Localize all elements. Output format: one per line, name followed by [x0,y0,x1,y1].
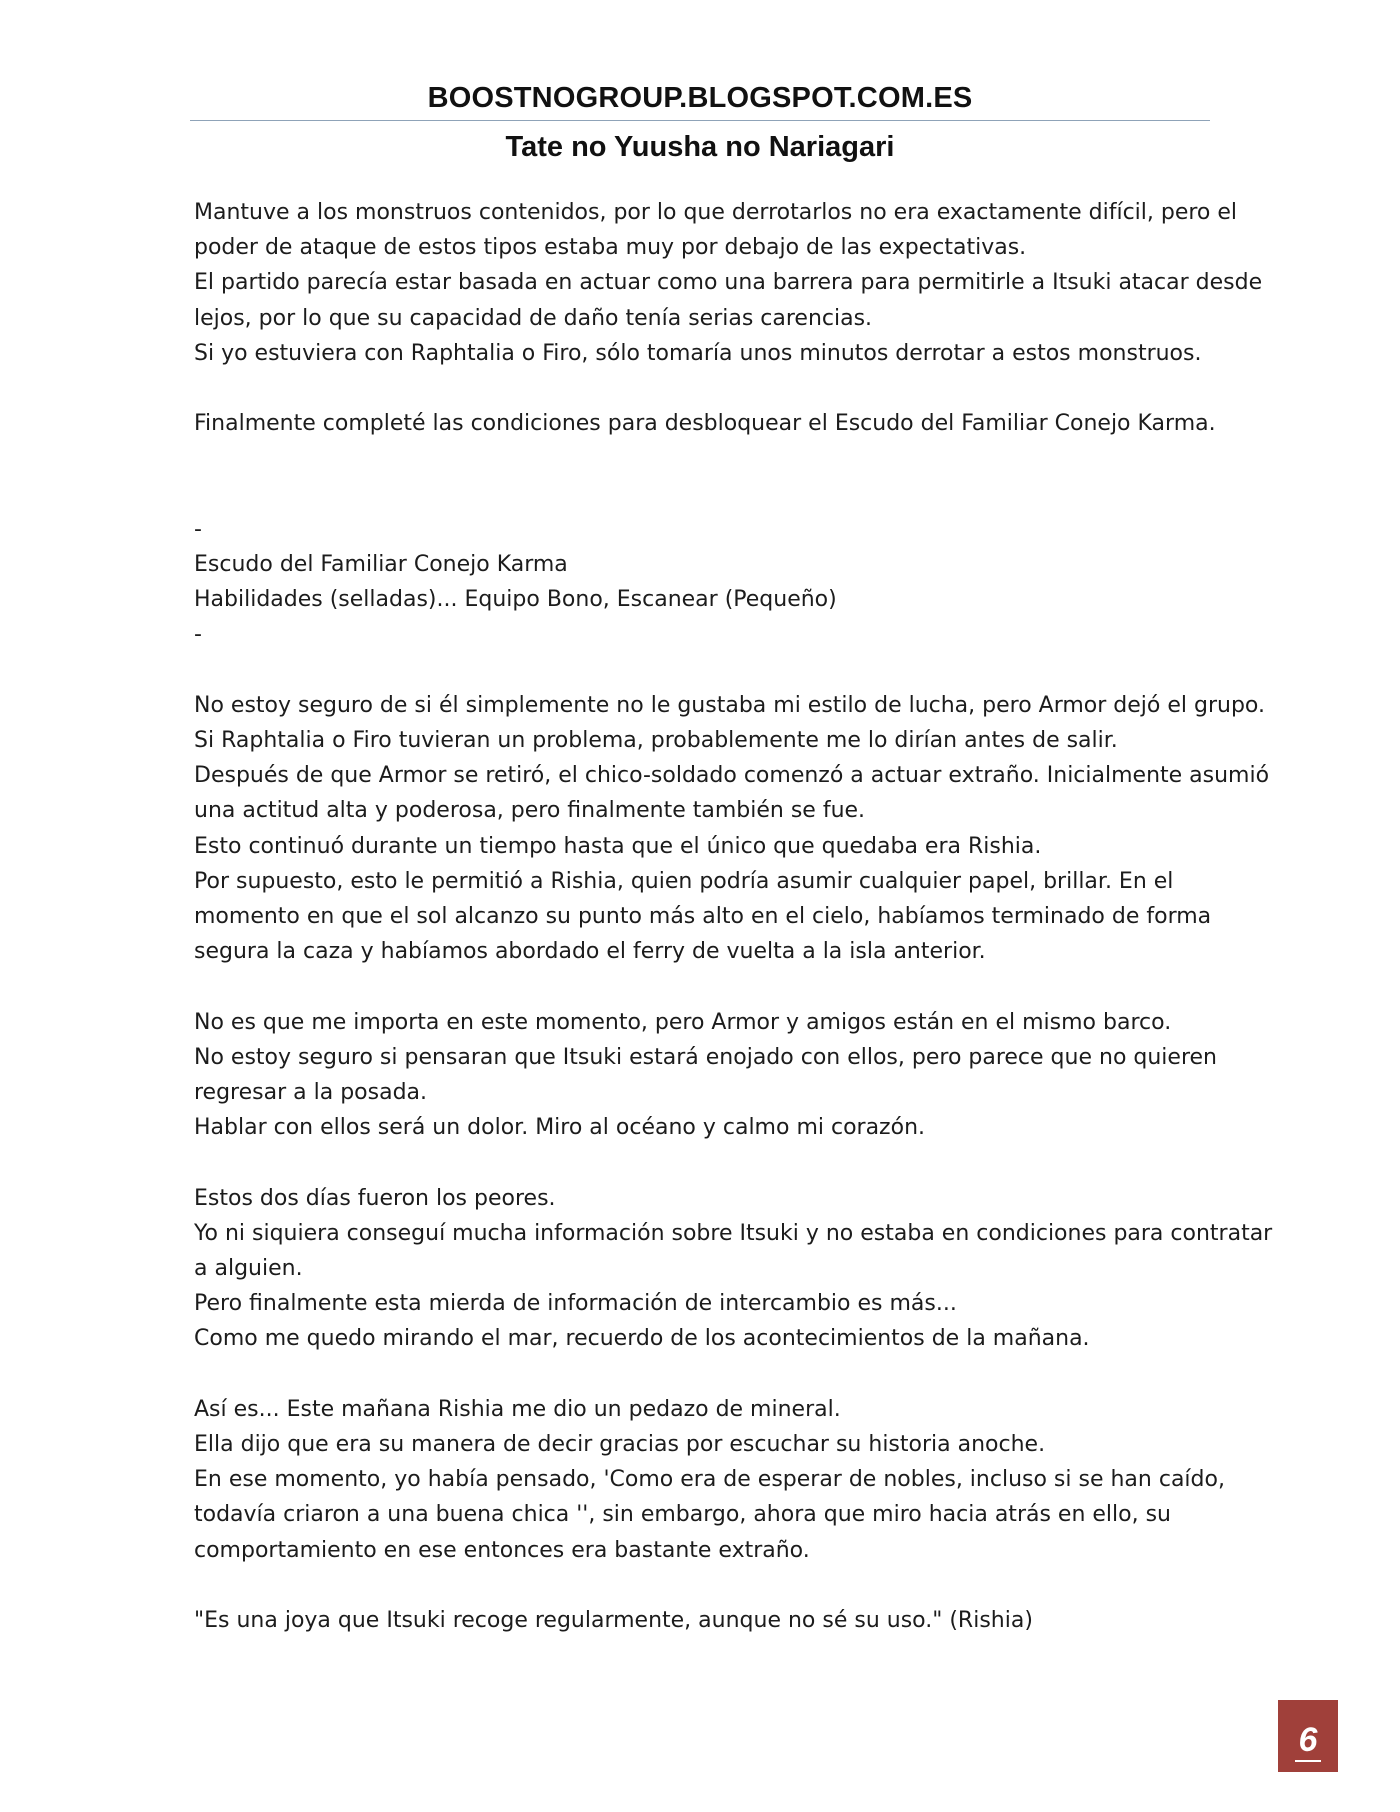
text-line: Hablar con ellos será un dolor. Miro al océano y calmo mi corazón. [194,1115,926,1141]
page-title: Tate no Yuusha no Nariagari [505,131,895,163]
text-line: Si Raphtalia o Firo tuvieran un problema, probablemente me lo dirían antes de salir. [194,727,1118,753]
text-line: todavía criaron a una buena chica '', sin embargo, ahora que miro hacia atrás en ello, su [194,1502,1172,1528]
text-line: En ese momento, yo había pensado, 'Como era de esperar de nobles, incluso si se han caído, [194,1467,1225,1493]
text-line: No estoy seguro de si él simplemente no le gustaba mi estilo de lucha, pero Armor dejó el grupo. [194,692,1265,718]
text-line: poder de ataque de estos tipos estaba muy por debajo de las expectativas. [194,235,1027,261]
text-line: El partido parecía estar basada en actuar como una barrera para permitirle a Itsuki atacar desde [194,270,1263,296]
text-line [194,969,1214,1004]
header-divider [190,120,1210,121]
text-line: "Es una joya que Itsuki recoge regularmente, aunque no sé su uso." (Rishia) [194,1608,1033,1633]
text-line: Escudo del Familiar Conejo Karma [194,551,568,577]
body-text [194,195,1273,1638]
text-line: una actitud alta y poderosa, pero finalmente también se fue. [194,798,866,824]
page-number-badge [1278,1700,1338,1772]
text-line: Finalmente completé las condiciones para desbloquear el Escudo del Familiar Conejo Karma. [194,411,1216,437]
text-line: Estos dos días fueron los peores. [194,1185,556,1211]
page-header [190,80,1210,165]
text-line: Si yo estuviera con Raphtalia o Firo, sólo tomaría unos minutos derrotar a estos monstruos. [194,340,1202,366]
text-line: Pero finalmente esta mierda de información de intercambio es más... [194,1291,957,1317]
text-line: Como me quedo mirando el mar, recuerdo de los acontecimientos de la mañana. [194,1326,1090,1352]
text-line: lejos, por lo que su capacidad de daño tenía serias carencias. [194,305,873,331]
site-title: BOOSTNOGROUP.BLOGSPOT.COM.ES [427,82,973,114]
text-line: Por supuesto, esto le permitió a Rishia, quien podría asumir cualquier papel, brillar. En el [194,868,1174,894]
text-line [194,477,1214,512]
text-line: No estoy seguro si pensaran que Itsuki estará enojado con ellos, pero parece que no quieren [194,1044,1217,1070]
text-line: - [194,622,202,648]
text-line [194,441,1214,476]
text-line: Así es... Este mañana Rishia me dio un pedazo de mineral. [194,1396,841,1422]
text-line: regresar a la posada. [194,1080,428,1105]
text-line [194,1568,1214,1603]
text-line [194,371,1214,406]
text-line [194,653,1214,688]
text-line [194,1145,1214,1180]
text-line: Yo ni siquiera conseguí mucha información sobre Itsuki y no estaba en condiciones para contratar [194,1220,1273,1246]
text-line: - [194,516,202,542]
text-line: momento en que el sol alcanzo su punto más alto en el cielo, habíamos terminado de forma [194,904,1212,929]
text-line: Ella dijo que era su manera de decir gracias por escuchar su historia anoche. [194,1432,1046,1457]
text-line [194,1357,1214,1392]
page-number: 6 [1295,1720,1322,1762]
text-line: Esto continuó durante un tiempo hasta que el único que quedaba era Rishia. [194,833,1042,859]
text-line: Habilidades (selladas)... Equipo Bono, Escanear (Pequeño) [194,587,837,613]
text-line: comportamiento en ese entonces era bastante extraño. [194,1537,810,1563]
text-line: a alguien. [194,1256,303,1281]
text-line: Mantuve a los monstruos contenidos, por lo que derrotarlos no era exactamente difícil, pero el [194,200,1238,225]
text-line: Después de que Armor se retiró, el chico-soldado comenzó a actuar extraño. Inicialmente asumió [194,763,1270,789]
text-line: segura la caza y habíamos abordado el ferry de vuelta a la isla anterior. [194,939,986,965]
text-line: No es que me importa en este momento, pero Armor y amigos están en el mismo barco. [194,1009,1172,1035]
